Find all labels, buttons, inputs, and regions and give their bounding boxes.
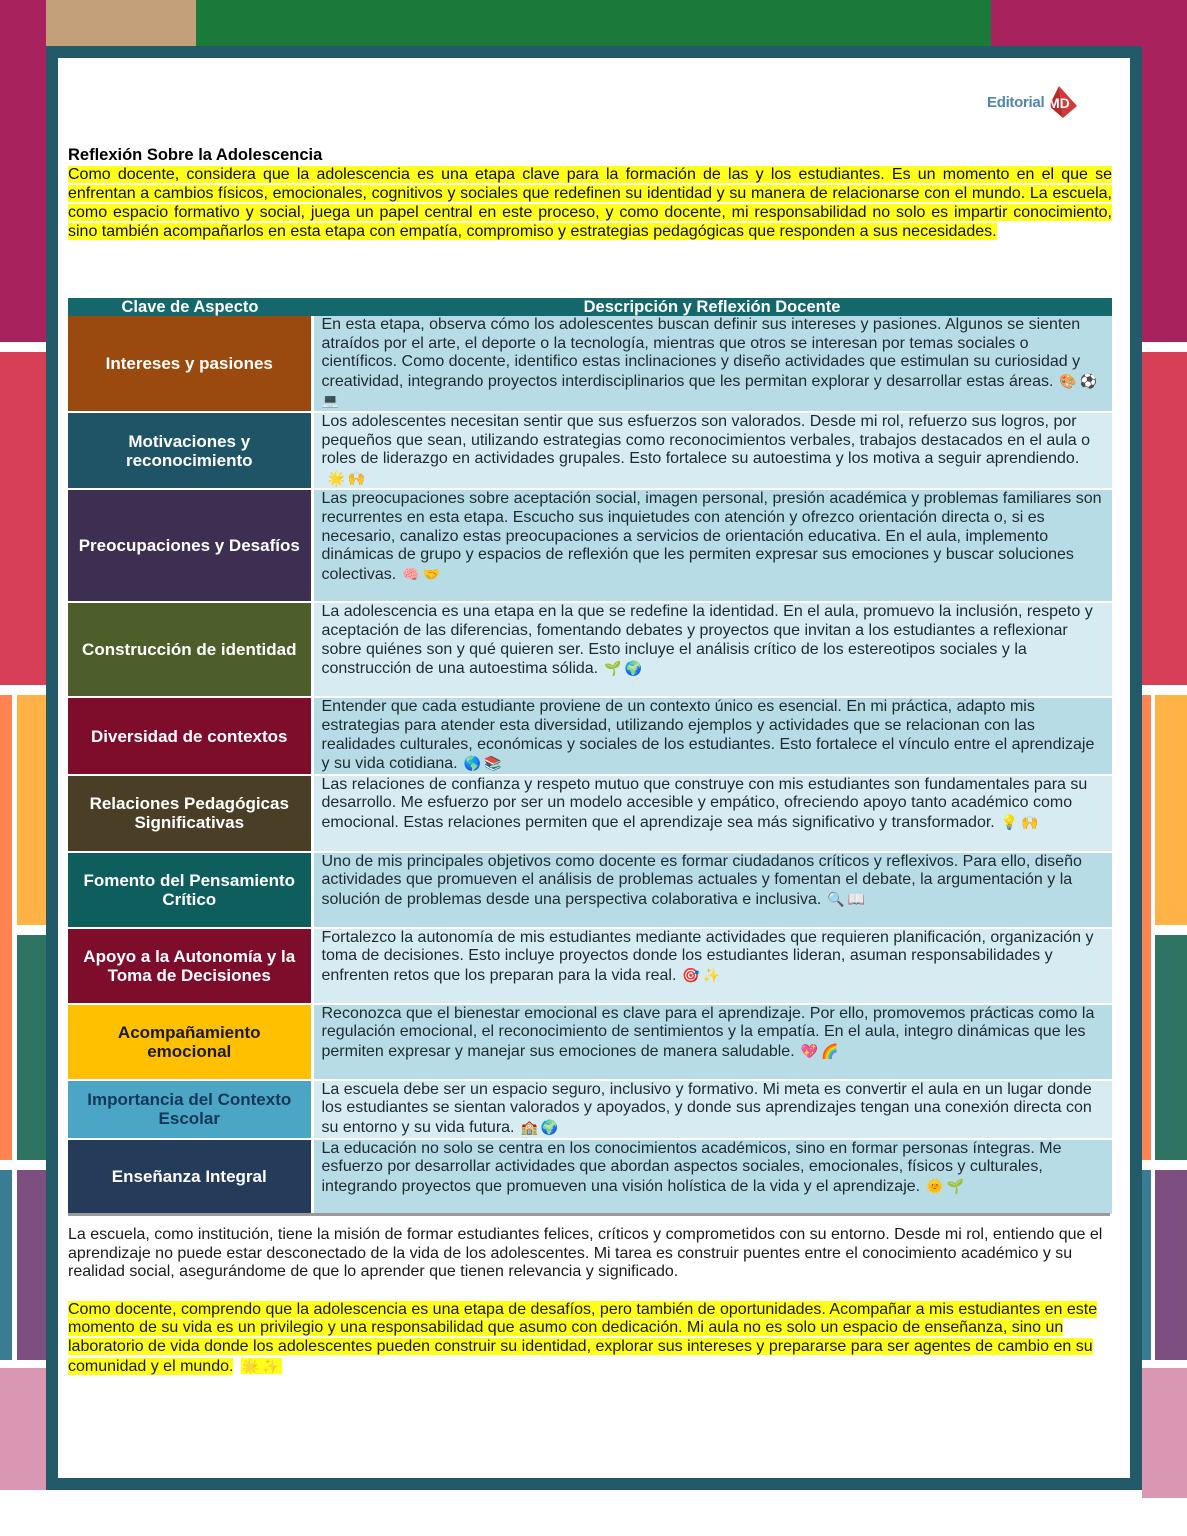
decor-yellow-left (17, 695, 46, 925)
description-text: La escuela debe ser un espacio seguro, inclusivo y formativo. Mi meta es convertir el aula en un lugar donde los estudiantes se sientan valorados y apoyados, y donde sus aprendizajes tengan una conexión directa con su entorno y su vida futura. (321, 1080, 1092, 1136)
description-text: Reconozca que el bienestar emocional es clave para el aprendizaje. Por ello, promovemos prácticas como la regulación emocional, el reconocimiento de sentimientos y la empatía. En el aula, integro dinámicas que les permiten expresar y manejar sus emociones de manera saludable. (321, 1004, 1095, 1060)
table-row (68, 316, 1112, 412)
decor-magenta-left (0, 0, 46, 342)
aspect-key-cell: Enseñanza Integral (68, 1139, 312, 1215)
document-title: Reflexión Sobre la Adolescencia (68, 146, 323, 164)
aspect-description-cell (312, 1004, 1112, 1080)
aspect-key-cell: Motivaciones y reconocimiento (68, 412, 312, 489)
intro-paragraph (68, 165, 1112, 241)
emoji-icons: 🌞🌱 (926, 1177, 967, 1194)
decor-red-left (0, 352, 46, 685)
emoji-icons: 💡🙌 (1000, 813, 1042, 830)
aspect-key-cell: Fomento del Pensamiento Crítico (68, 852, 312, 928)
table-header-row (68, 298, 1112, 316)
aspect-description-cell (312, 1139, 1112, 1215)
decor-pink-right (1142, 1368, 1187, 1498)
aspect-key-cell: Intereses y pasiones (68, 316, 312, 412)
description-text: Los adolescentes necesitan sentir que sus esfuerzos son valorados. Desde mi rol, refuerzo sus logros, por pequeños que sean, utilizando estrategias como reconocimientos verbales, trabajos destacados en el aula o roles de liderazgo en actividades grupales. Esto fortalece su autoestima y los motiva a seguir aprendiendo. (321, 412, 1090, 468)
editorial-md-logo (987, 84, 1087, 120)
description-text: En esta etapa, observa cómo los adolescentes buscan definir sus intereses y pasiones. Algunos se sienten atraídos por el arte, el deporte o la tecnología, mientras que otros se interesan por temas sociales o científicos. Como docente, identifico estas inclinaciones y diseño actividades que estimulan su curiosidad y creatividad, integrando proyectos interdisciplinarios que les permitan explorar y desarrollar estas áreas. (321, 316, 1081, 390)
emoji-icons: 💖🌈 (800, 1042, 842, 1059)
closing-section (68, 1226, 1112, 1395)
description-text: La adolescencia es una etapa en la que se redefine la identidad. En el aula, promuevo la inclusión, respeto y aceptación de las diferencias, fomentando debates y proyectos que invitan a los estudiantes a reflexionar sobre quiénes son y qué quieren ser. Esto incluye el análisis crítico de los estereotipos sociales y la construcción de una autoestima sólida. (321, 603, 1093, 678)
aspect-description-cell (312, 316, 1112, 412)
emoji-icons: 🔍📖 (827, 890, 869, 907)
intro-section (68, 146, 1112, 241)
closing-paragraph-2-text: Como docente, comprendo que la adolescencia es una etapa de desafíos, pero también de oportunidades. Acompañar a mis estudiantes en este momento de su vida es un privilegio y una responsabilidad que asumo con dedicación. Mi aula no es solo un espacio de enseñanza, sino un laboratorio de vida donde los adolescentes pueden construir su identidad, explorar sus intereses y prepararse para ser agentes de cambio en su comunidad y el mundo. (68, 1300, 1098, 1375)
decor-purple-left (17, 1170, 46, 1360)
aspect-description-cell (312, 852, 1112, 928)
decor-orange-right (1142, 695, 1151, 1160)
svg-text:MD: MD (1048, 95, 1071, 111)
table-row (68, 1080, 1112, 1139)
table-row (68, 1004, 1112, 1080)
table-row (68, 412, 1112, 489)
description-text: Entender que cada estudiante proviene de un contexto único es esencial. En mi práctica, adapto mis estrategias para atender esta diversidad, utilizando ejemplos y actividades que se relacionan con las realidades culturales, económicas y sociales de los estudiantes. Esto fortalece el vínculo entre el aprendizaje y su vida cotidiana. (321, 698, 1095, 773)
aspects-table (68, 298, 1112, 1216)
table-row (68, 697, 1112, 774)
header-clave: Clave de Aspecto (68, 298, 312, 316)
decor-orange-left (0, 695, 12, 1160)
table-row (68, 852, 1112, 928)
emoji-icons: 🧠🤝 (402, 565, 444, 582)
section-divider (68, 1213, 1110, 1216)
decor-red-right (1142, 352, 1187, 685)
closing-paragraph-1: La escuela, como institución, tiene la misión de formar estudiantes felices, críticos y comprometidos con su entorno. Desde mi rol, entiendo que el aprendizaje no puede estar desconectado de la vida de los adolescentes. Mi tarea es construir puentes entre el conocimiento académico y su realidad social, asegurándome de que lo aprender que tienen relevancia y significado. (68, 1226, 1103, 1281)
table-row (68, 1139, 1112, 1215)
aspect-description-cell (312, 775, 1112, 852)
aspect-key-cell: Apoyo a la Autonomía y la Toma de Decisiones (68, 928, 312, 1004)
decor-tan-block (46, 0, 196, 46)
aspect-key-cell: Acompañamiento emocional (68, 1004, 312, 1080)
table-row (68, 602, 1112, 697)
decor-pink-left (0, 1368, 46, 1490)
aspect-description-cell (312, 489, 1112, 602)
description-text: Las relaciones de confianza y respeto mutuo que construye con mis estudiantes son fundamentales para su desarrollo. Me esfuerzo por ser un modelo accesible y empático, ofreciendo apoyo tanto académico como emocional. Estas relaciones permiten que el aprendizaje sea más significativo y transformador. (321, 775, 1088, 831)
aspect-key-cell: Preocupaciones y Desafíos (68, 489, 312, 602)
emoji-icons: 🎯✨ (682, 966, 724, 983)
header-descripcion: Descripción y Reflexión Docente (312, 298, 1112, 316)
decor-magenta-right (1142, 0, 1187, 342)
description-text: Uno de mis principales objetivos como docente es formar ciudadanos críticos y reflexivos. Para ello, diseño actividades que promueven el análisis de problemas actuales y fomentan el debate, la argumentación y la solución de problemas desde una perspectiva colaborativa e inclusiva. (321, 852, 1082, 908)
description-text: Las preocupaciones sobre aceptación social, imagen personal, presión académica y problemas familiares son recurrentes en esta etapa. Escucho sus inquietudes con atención y ofrezco orientación directa o, si es necesario, canalizo estas preocupaciones a servicios de orientación educativa. En el aula, implemento dinámicas de grupo y espacios de reflexión que les permiten expresar sus emociones y buscar soluciones colectivas. (321, 490, 1102, 583)
emoji-icons: 🏫🌍 (520, 1118, 562, 1135)
intro-text: Como docente, considera que la adolescencia es una etapa clave para la formación de las y los estudiantes. Es un momento en el que se enfrentan a cambios físicos, emocionales, cognitivos y sociales que redefinen su identidad y su manera de relacionarse con el mundo. La escuela, como espacio formativo y social, juega un papel central en este proceso, y como docente, mi responsabilidad no solo es impartir conocimiento, sino también acompañarlos en esta etapa con empatía, compromiso y estrategias pedagógicas que responden a sus necesidades. (68, 166, 1112, 240)
aspect-key-cell: Importancia del Contexto Escolar (68, 1080, 312, 1139)
emoji-icons: 🌱🌍 (604, 660, 645, 677)
emoji-icons: 🎨⚽💻 (321, 372, 1101, 409)
description-text: Fortalezco la autonomía de mis estudiantes mediante actividades que requieren planificación, organización y toma de decisiones. Esto incluye proyectos donde los estudiantes lideran, asuman responsabilidades y enfrenten retos que los preparan para la vida real. (321, 928, 1094, 984)
decor-purple-right (1155, 1170, 1187, 1360)
logo-md-mark-icon (1045, 84, 1079, 120)
closing-emojis: 🌟✨ (241, 1357, 283, 1374)
aspect-description-cell (312, 928, 1112, 1004)
table-row (68, 489, 1112, 602)
decor-blue-right (1142, 1170, 1151, 1360)
closing-paragraph-2 (68, 1301, 1112, 1376)
aspect-key-cell: Construcción de identidad (68, 602, 312, 697)
decor-teal-right (1155, 935, 1187, 1160)
decor-green-block (196, 0, 991, 46)
table-row (68, 928, 1112, 1004)
aspect-description-cell (312, 1080, 1112, 1139)
aspect-key-cell: Diversidad de contextos (68, 697, 312, 774)
aspect-description-cell (312, 697, 1112, 774)
description-text: La educación no solo se centra en los conocimientos académicos, sino en formar personas íntegras. Me esfuerzo por desarrollar actividades que abordan aspectos sociales, emocionales, físicos y culturales, integrando proyectos que promueven una visión holística de la vida y el aprendizaje. (321, 1139, 1062, 1195)
decor-yellow-right (1155, 695, 1187, 925)
logo-text: Editorial (987, 93, 1045, 111)
aspect-key-cell: Relaciones Pedagógicas Significativas (68, 775, 312, 852)
aspect-description-cell (312, 602, 1112, 697)
aspect-description-cell (312, 412, 1112, 489)
table-row (68, 775, 1112, 852)
decor-blue-left (0, 1170, 12, 1360)
emoji-icons: 🌎📚 (463, 755, 505, 772)
decor-teal-left (17, 935, 46, 1160)
emoji-icons: 🌟🙌 (327, 469, 369, 486)
